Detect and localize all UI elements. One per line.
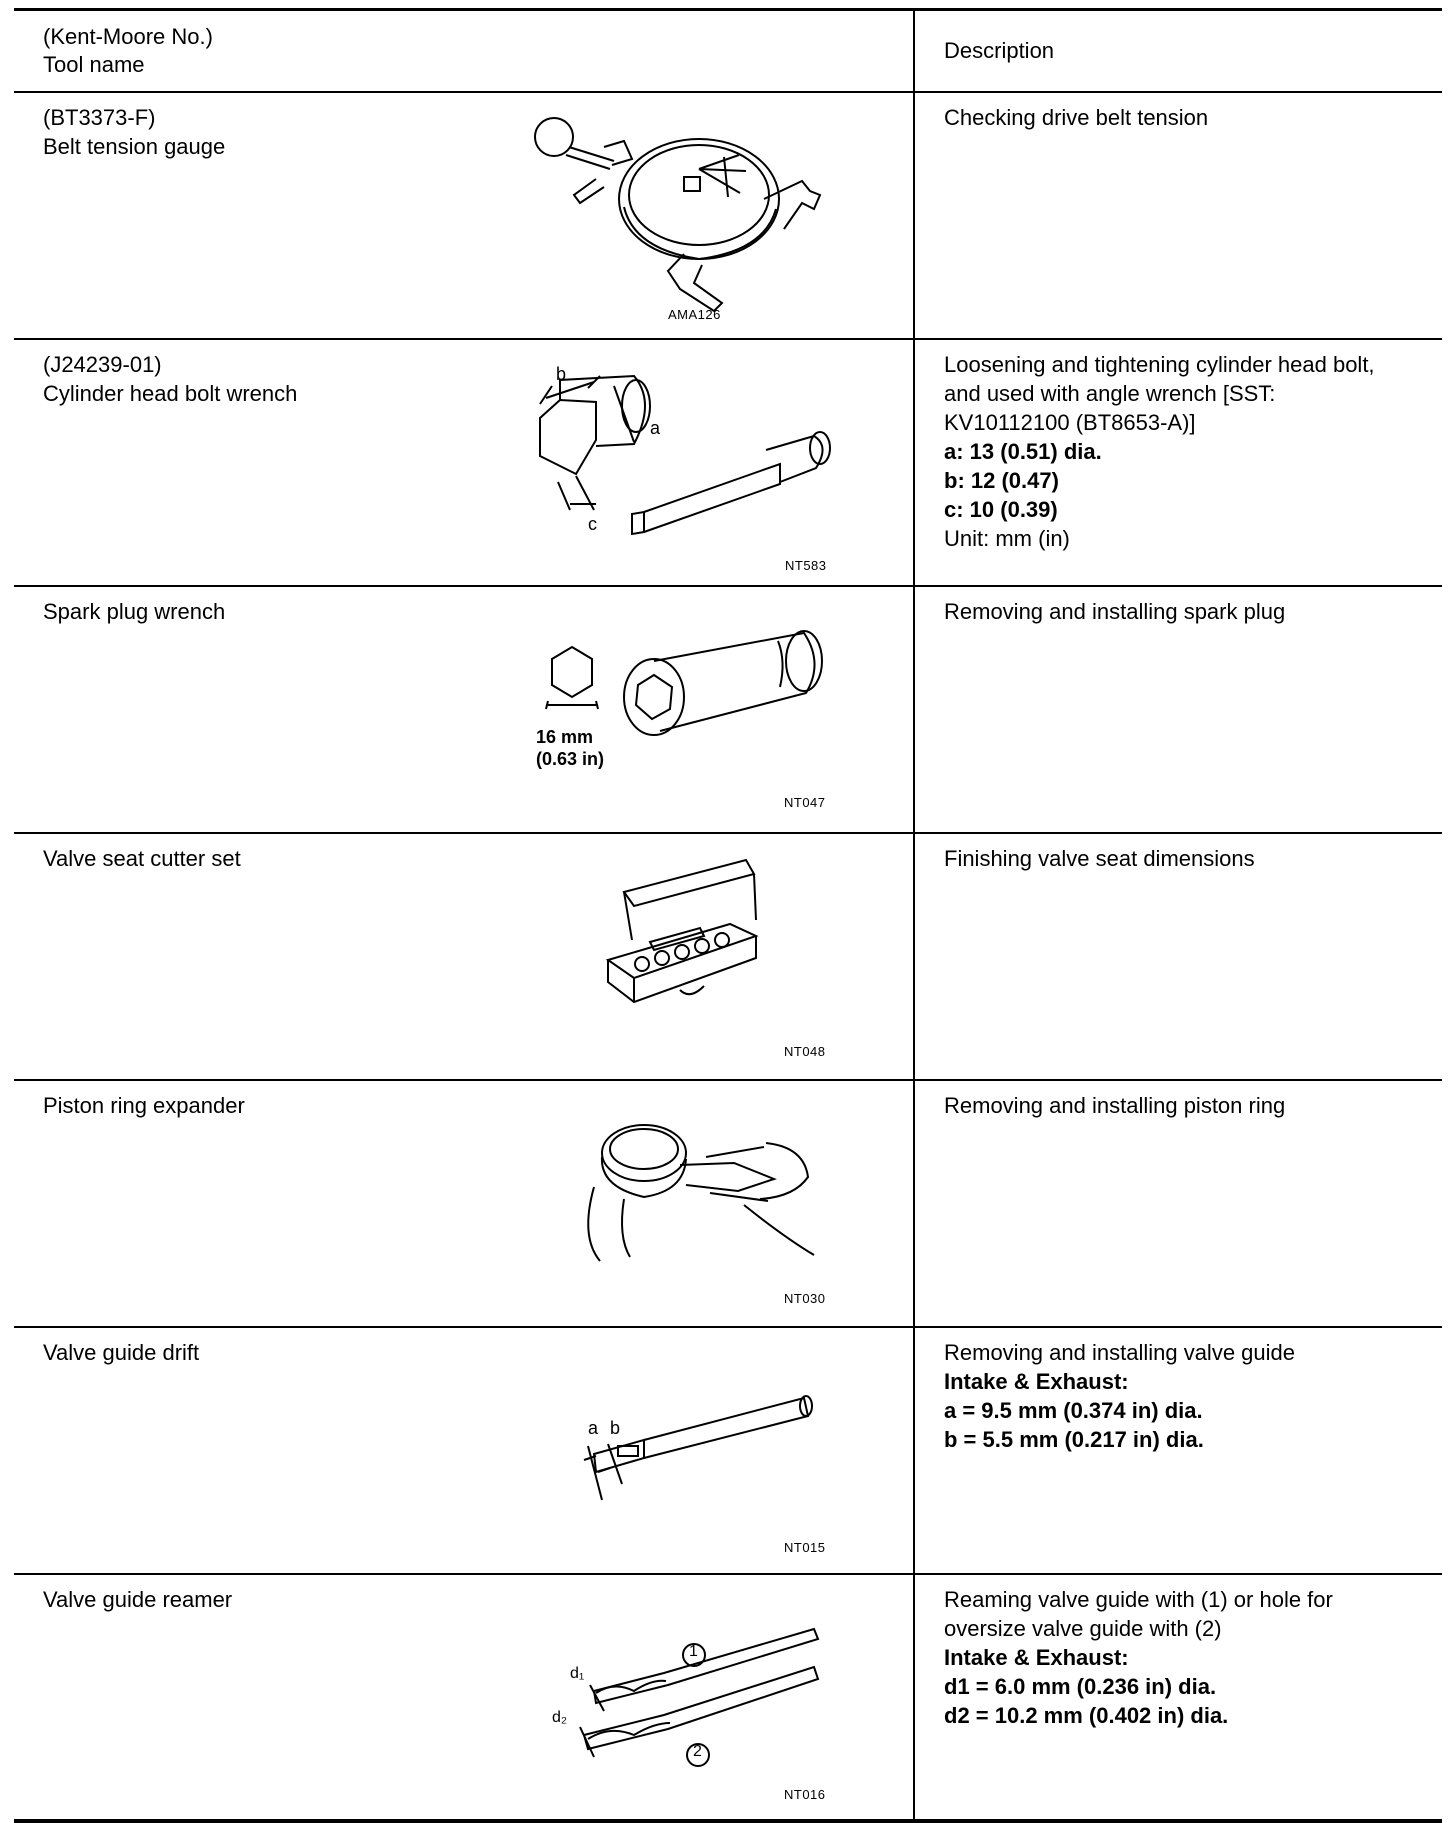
spec-heading: Intake & Exhaust: xyxy=(944,1644,1129,1670)
figure-code: NT030 xyxy=(784,1290,826,1306)
description-cell xyxy=(914,1327,1442,1574)
description-cell xyxy=(914,586,1442,833)
description-cell xyxy=(914,339,1442,586)
dimension-a-label: a xyxy=(650,417,661,438)
figure-code: NT583 xyxy=(785,557,827,573)
description-text: Finishing valve seat dimensions xyxy=(944,845,1255,871)
unit-text: Unit: mm (in) xyxy=(944,525,1070,551)
description-cell xyxy=(914,92,1442,339)
figure-code: NT047 xyxy=(784,794,826,810)
special-tools-table xyxy=(14,8,1442,1823)
spec-heading: Intake & Exhaust: xyxy=(944,1368,1129,1394)
table-row xyxy=(14,1327,1442,1574)
description-text: KV10112100 (BT8653-A)] xyxy=(944,409,1196,435)
description-cell xyxy=(914,833,1442,1080)
reamer-2-label: 2 xyxy=(693,1742,702,1760)
description-text: oversize valve guide with (2) xyxy=(944,1615,1222,1641)
description-cell xyxy=(914,1574,1442,1821)
tool-cell xyxy=(14,92,914,339)
description-text: Loosening and tightening cylinder head bolt, xyxy=(944,351,1375,377)
spec-a: a = 9.5 mm (0.374 in) dia. xyxy=(944,1397,1203,1423)
tool-name-text: Cylinder head bolt wrench xyxy=(43,380,298,406)
description-cell xyxy=(914,1080,1442,1327)
description-text: Removing and installing valve guide xyxy=(944,1339,1295,1365)
spec-a: a: 13 (0.51) dia. xyxy=(944,438,1102,464)
figure-code: NT016 xyxy=(784,1786,826,1802)
tool-name xyxy=(43,844,241,873)
d2-label: d₂ xyxy=(552,1708,568,1726)
dimension-a-label: a xyxy=(588,1417,599,1438)
figure-code: AMA126 xyxy=(668,306,721,322)
table-row xyxy=(14,1080,1442,1327)
figure-code: NT048 xyxy=(784,1043,826,1059)
description-text: and used with angle wrench [SST: xyxy=(944,380,1276,406)
piston-ring-expander-illustration xyxy=(484,1087,874,1317)
tool-cell xyxy=(14,1574,914,1821)
hex-size-in: (0.63 in) xyxy=(536,748,605,769)
tool-cell xyxy=(14,1080,914,1327)
tool-name-text: Valve guide reamer xyxy=(43,1586,233,1612)
header-tool-name xyxy=(14,10,914,92)
spec-b: b = 5.5 mm (0.217 in) dia. xyxy=(944,1426,1204,1452)
header-tool-name-label: Tool name xyxy=(43,52,145,77)
belt-tension-gauge-illustration xyxy=(484,99,874,329)
tool-cell xyxy=(14,586,914,833)
reamer-1-label: 1 xyxy=(689,1642,698,1660)
tool-name-text: Spark plug wrench xyxy=(43,598,226,624)
spark-plug-wrench-illustration xyxy=(484,593,874,823)
dimension-b-label: b xyxy=(610,1417,621,1438)
dimension-c-label: c xyxy=(588,513,597,534)
dimension-b-label: b xyxy=(556,363,567,384)
valve-guide-reamer-illustration xyxy=(484,1581,874,1811)
tool-name-text: Piston ring expander xyxy=(43,1092,245,1118)
kent-moore-number: (J24239-01) xyxy=(43,351,162,377)
spec-c: c: 10 (0.39) xyxy=(944,496,1058,522)
valve-guide-drift-illustration xyxy=(484,1334,874,1564)
kent-moore-number: (BT3373-F) xyxy=(43,104,156,130)
spec-d1: d1 = 6.0 mm (0.236 in) dia. xyxy=(944,1673,1217,1699)
header-description: Description xyxy=(944,37,1055,63)
tool-cell xyxy=(14,1327,914,1574)
table-header-row xyxy=(14,10,1442,92)
description-text: Reaming valve guide with (1) or hole for xyxy=(944,1586,1333,1612)
d1-label: d₁ xyxy=(570,1664,585,1682)
tool-name xyxy=(43,350,297,408)
valve-seat-cutter-set-illustration xyxy=(484,840,874,1070)
description-text: Checking drive belt tension xyxy=(944,104,1209,130)
tool-name xyxy=(43,1585,232,1614)
table-row xyxy=(14,586,1442,833)
tool-cell xyxy=(14,833,914,1080)
hex-size-mm: 16 mm xyxy=(536,726,594,747)
description-text: Removing and installing spark plug xyxy=(944,598,1286,624)
tool-name-text: Valve seat cutter set xyxy=(43,845,241,871)
figure-code: NT015 xyxy=(784,1539,826,1555)
tool-name-text: Valve guide drift xyxy=(43,1339,200,1365)
tool-name xyxy=(43,103,225,161)
description-text: Removing and installing piston ring xyxy=(944,1092,1286,1118)
header-kent-moore-label: (Kent-Moore No.) xyxy=(43,24,213,49)
table-row xyxy=(14,92,1442,339)
table-row xyxy=(14,833,1442,1080)
spec-b: b: 12 (0.47) xyxy=(944,467,1059,493)
tool-cell xyxy=(14,339,914,586)
table-row xyxy=(14,339,1442,586)
tool-name xyxy=(43,597,225,626)
cylinder-head-bolt-wrench-illustration xyxy=(484,346,874,576)
spec-d2: d2 = 10.2 mm (0.402 in) dia. xyxy=(944,1702,1229,1728)
tool-name xyxy=(43,1338,199,1367)
tool-name-text: Belt tension gauge xyxy=(43,133,226,159)
tool-name xyxy=(43,1091,245,1120)
table-row xyxy=(14,1574,1442,1821)
